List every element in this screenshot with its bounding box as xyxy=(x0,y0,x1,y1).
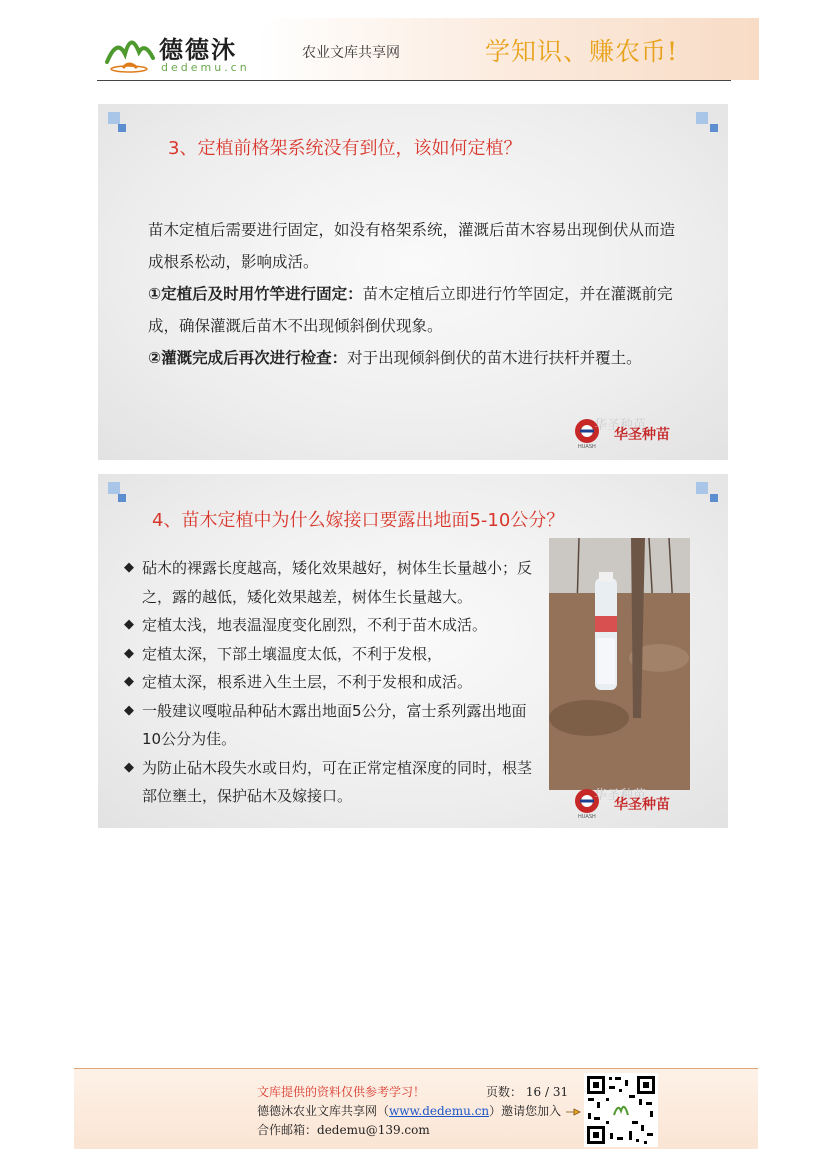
brand-en: HUASH xyxy=(578,814,596,820)
site-link[interactable]: www.dedemu.cn xyxy=(389,1104,490,1118)
seedling-photo xyxy=(549,538,690,790)
corner-decoration xyxy=(696,112,708,124)
corner-decoration xyxy=(108,112,120,124)
brand-name: 华圣种苗 xyxy=(614,427,670,443)
diamond-bullet-icon: ◆ xyxy=(124,759,134,775)
email-address[interactable]: dedemu@139.com xyxy=(317,1123,430,1137)
brand-logo xyxy=(574,786,734,820)
logo-domain: dedemu.cn xyxy=(161,61,250,74)
corner-decoration xyxy=(108,482,120,494)
logo-name: 德德沐 xyxy=(159,35,237,64)
site-name: 农业文库共享网 xyxy=(302,45,400,61)
slogan: 学知识、赚农币! xyxy=(485,37,679,66)
list-item: ◆ 定植太深，下部土壤温度太低，不利于发根， xyxy=(124,640,544,669)
brand-name: 华圣种苗 xyxy=(614,797,670,813)
slide-body xyxy=(148,214,680,374)
list-item: ◆ 定植太浅，地表温湿度变化剧烈，不利于苗木成活。 xyxy=(124,611,544,640)
pointing-hand-icon xyxy=(565,1106,581,1118)
diamond-bullet-icon: ◆ xyxy=(124,702,134,718)
page-counter: 页数： 16 / 31 xyxy=(486,1085,569,1099)
slide-3 xyxy=(98,104,728,460)
list-item: ◆ 定植太深，根系进入生土层，不利于发根和成活。 xyxy=(124,668,544,697)
brand-watermark: 华圣种苗 xyxy=(594,418,647,433)
brand-logo xyxy=(574,416,734,450)
footer-email-line: 合作邮箱：dedemu@139.com xyxy=(257,1123,430,1137)
list-item: ◆ 一般建议嘎啦品种砧木露出地面5公分，富士系列露出地面10公分为佳。 xyxy=(124,697,544,754)
seedling-with-bottle-image xyxy=(549,538,690,790)
diamond-bullet-icon: ◆ xyxy=(124,645,134,661)
paragraph-step-2: ②灌溉完成后再次进行检查：对于出现倾斜倒伏的苗木进行扶杆并覆土。 xyxy=(148,349,642,367)
slide-title: 4、苗木定植中为什么嫁接口要露出地面5-10公分？ xyxy=(152,510,565,531)
bullet-list xyxy=(124,554,544,811)
paragraph-intro: 苗木定植后需要进行固定，如没有格架系统，灌溉后苗木容易出现倒伏从而造成根系松动，影响成活。 xyxy=(148,221,676,271)
diamond-bullet-icon: ◆ xyxy=(124,674,134,689)
footer-disclaimer: 文库提供的资料仅供参考学习！ xyxy=(257,1085,426,1099)
page-header xyxy=(97,18,759,80)
header-divider xyxy=(97,80,731,81)
dedemu-logo-icon xyxy=(103,28,155,74)
pages-label: 页数： xyxy=(486,1085,523,1099)
list-item: ◆ 为防止砧木段失水或日灼，可在正常定植深度的同时，根茎部位壅土，保护砧木及嫁接口。 xyxy=(124,754,544,811)
page-current: 16 xyxy=(525,1085,542,1099)
slide-title: 3、定植前格架系统没有到位，该如何定植？ xyxy=(168,138,522,159)
corner-decoration xyxy=(696,482,708,494)
page-footer xyxy=(74,1068,758,1149)
page-total: 31 xyxy=(552,1085,569,1099)
brand-en: HUASH xyxy=(578,444,596,450)
slide-4 xyxy=(98,474,728,828)
paragraph-step-1: ①定植后及时用竹竿进行固定：苗木定植后立即进行竹竿固定，并在灌溉前完成，确保灌溉后苗木不出现倾斜倒伏现象。 xyxy=(148,285,673,335)
diamond-bullet-icon: ◆ xyxy=(124,560,134,575)
footer-site-line: 德德沐农业文库共享网（www.dedemu.cn）邀请您加入 xyxy=(257,1102,581,1119)
qr-code-icon[interactable] xyxy=(584,1073,658,1147)
diamond-bullet-icon: ◆ xyxy=(124,617,134,632)
list-item: ◆ 砧木的裸露长度越高，矮化效果越好，树体生长量越小；反之，露的越低，矮化效果越差，树体生长量越大。 xyxy=(124,554,544,611)
brand-watermark: 华圣种苗 xyxy=(594,788,647,803)
